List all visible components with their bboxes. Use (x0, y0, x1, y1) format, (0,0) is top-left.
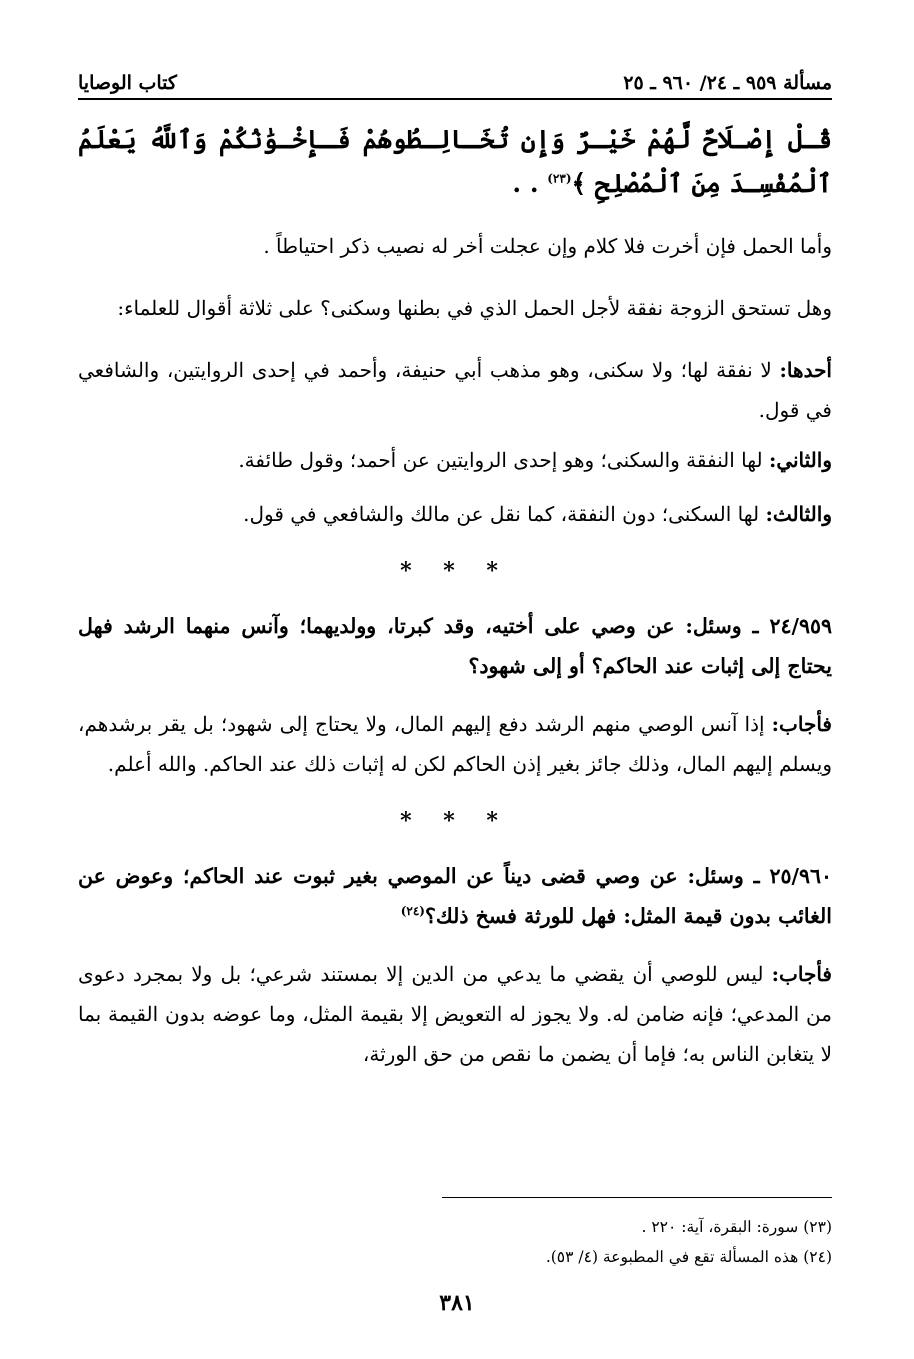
question-960-text: ٢٥/٩٦٠ ـ وسئل: عن وصي قضى ديناً عن الموصي بغير ثبوت عند الحاكم؛ وعوض عن الغائب بدون قيمة المثل: فهل للورثة فسخ ذلك؟ (78, 864, 832, 928)
footnote-24: (٢٤) هذه المسألة تقع في المطبوعة (٤/ ٥٣). (545, 1248, 832, 1266)
answer-960-lead: فأجاب: (771, 962, 832, 986)
section-separator: * * * (400, 558, 510, 584)
header-book-title: كتاب الوصايا (78, 72, 177, 94)
first-opinion-text: لا نفقة لها؛ ولا سكنى، وهو مذهب أبي حنيفة، وأحمد في إحدى الروايتين، والشافعي في قول. (78, 358, 832, 422)
paragraph-pregnancy: وأما الحمل فإن أخرت فلا كلام وإن عجلت أخر له نصيب ذكر احتياطاً . (263, 234, 832, 258)
third-opinion-lead: والثالث: (765, 502, 832, 526)
running-header (78, 60, 832, 100)
answer-960 (78, 954, 832, 1074)
paragraph-third-opinion (78, 494, 832, 534)
footnote-ref-24: (٢٤) (400, 904, 425, 919)
third-opinion-text: لها السكنى؛ دون النفقة، كما نقل عن مالك والشافعي في قول. (243, 502, 766, 526)
answer-960-text: ليس للوصي أن يقضي ما يدعي من الدين إلا بمستند شرعي؛ بل ولا بمجرد دعوى من المدعي؛ فإنه ضامن له. ولا يجوز له التعويض إلا بقيمة المثل، وما عوضه بدون القيمة بما لا يتغابن الناس به؛ فإما أن يضمن ما نقص من حق الورثة، (78, 962, 832, 1066)
footnote-divider (442, 1197, 832, 1198)
paragraph-first-opinion (78, 350, 832, 430)
second-opinion-lead: والثاني: (768, 448, 832, 472)
quran-verse (78, 118, 832, 206)
footnote-23: (٢٣) سورة: البقرة، آية: ٢٢٠ . (641, 1218, 832, 1236)
header-issue-range: مسألة ٩٥٩ ـ ٢٤/ ٩٦٠ ـ ٢٥ (623, 72, 832, 94)
first-opinion-lead: أحدها: (779, 358, 832, 382)
quran-verse-text: قُـلْ إِصْـلَاحٌ لَّهُمْ خَيْـرٌ وَإِن تُخَـالِـطُوهُمْ فَـإِخْـوَٰنُكُمْ وَٱللَّهُ يَعْلَمُ ٱلْمُفْسِـدَ مِنَ ٱلْمُصْلِحِ ﴾ (78, 125, 832, 198)
page-body (78, 118, 832, 1074)
footnote-ref-23: (٢٣) (547, 171, 572, 186)
quran-verse-tail: . . (512, 169, 548, 198)
second-opinion-text: لها النفقة والسكنى؛ وهو إحدى الروايتين عن أحمد؛ وقول طائفة. (238, 448, 769, 472)
paragraph-second-opinion (78, 440, 832, 480)
page-number: ٣٨١ (439, 1290, 475, 1316)
answer-959-text: إذا آنس الوصي منهم الرشد دفع إليهم المال، ولا يحتاج إلى شهود؛ بل يقر برشدهم، ويسلم إليهم المال، وذلك جائز بغير إذن الحاكم لكن له إثبات ذلك عند الحاكم. والله أعلم. (78, 712, 832, 776)
answer-959 (78, 704, 832, 784)
question-959: ٢٤/٩٥٩ ـ وسئل: عن وصي على أختيه، وقد كبرتا، وولديهما؛ وآنس منهما الرشد فهل يحتاج إلى إثبات عند الحاكم؟ أو إلى شهود؟ (78, 614, 832, 678)
footnotes (78, 1212, 832, 1272)
section-separator: * * * (400, 808, 510, 834)
paragraph-maintenance-question: وهل تستحق الزوجة نفقة لأجل الحمل الذي في بطنها وسكنى؟ على ثلاثة أقوال للعلماء: (117, 296, 832, 320)
answer-959-lead: فأجاب: (771, 712, 832, 736)
question-960 (78, 856, 832, 936)
